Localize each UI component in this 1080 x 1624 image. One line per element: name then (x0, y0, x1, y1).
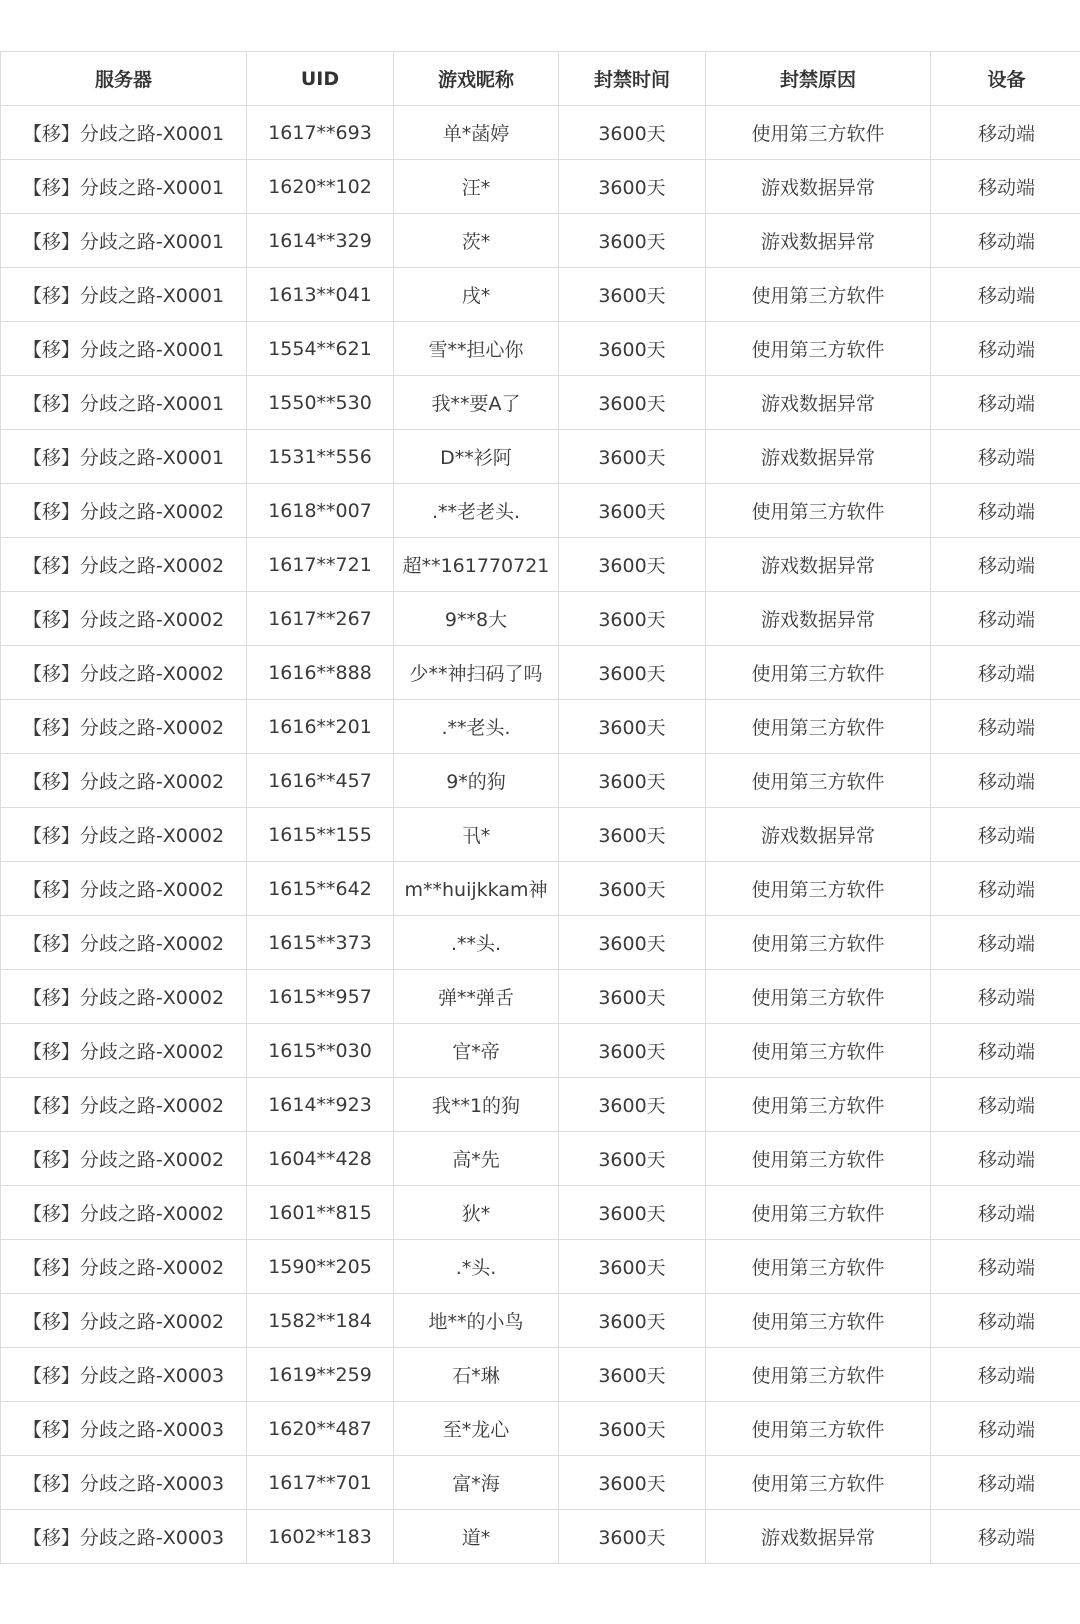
cell-server: 【移】分歧之路-X0002 (1, 1132, 247, 1186)
header-ban-reason: 封禁原因 (706, 52, 931, 106)
cell-uid: 1616**201 (247, 700, 394, 754)
table-row (1, 970, 1080, 1024)
cell-server: 【移】分歧之路-X0001 (1, 106, 247, 160)
cell-nickname: 9*的狗 (394, 754, 559, 808)
cell-ban-reason: 使用第三方软件 (706, 754, 931, 808)
cell-nickname: 富*海 (394, 1456, 559, 1510)
cell-ban-duration: 3600天 (559, 862, 706, 916)
cell-server: 【移】分歧之路-X0001 (1, 214, 247, 268)
table-row (1, 808, 1080, 862)
cell-ban-duration: 3600天 (559, 1348, 706, 1402)
table-row (1, 1186, 1080, 1240)
cell-ban-duration: 3600天 (559, 646, 706, 700)
cell-ban-reason: 使用第三方软件 (706, 1186, 931, 1240)
cell-device: 移动端 (931, 808, 1080, 862)
cell-ban-reason: 使用第三方软件 (706, 1240, 931, 1294)
cell-device: 移动端 (931, 970, 1080, 1024)
cell-device: 移动端 (931, 430, 1080, 484)
table-row (1, 268, 1080, 322)
cell-nickname: 超**161770721 (394, 538, 559, 592)
cell-server: 【移】分歧之路-X0002 (1, 1186, 247, 1240)
table-row (1, 592, 1080, 646)
header-uid: UID (247, 52, 394, 106)
cell-nickname: 戌* (394, 268, 559, 322)
cell-ban-reason: 使用第三方软件 (706, 916, 931, 970)
cell-device: 移动端 (931, 1132, 1080, 1186)
cell-ban-duration: 3600天 (559, 322, 706, 376)
cell-ban-reason: 使用第三方软件 (706, 1024, 931, 1078)
cell-uid: 1615**030 (247, 1024, 394, 1078)
cell-ban-duration: 3600天 (559, 1456, 706, 1510)
cell-device: 移动端 (931, 538, 1080, 592)
cell-device: 移动端 (931, 1240, 1080, 1294)
cell-server: 【移】分歧之路-X0002 (1, 592, 247, 646)
table-row (1, 1240, 1080, 1294)
cell-uid: 1616**457 (247, 754, 394, 808)
ban-list-table (0, 51, 1080, 1564)
table-row (1, 1294, 1080, 1348)
header-nickname: 游戏昵称 (394, 52, 559, 106)
table-row (1, 430, 1080, 484)
cell-server: 【移】分歧之路-X0001 (1, 430, 247, 484)
cell-uid: 1617**721 (247, 538, 394, 592)
cell-ban-duration: 3600天 (559, 1078, 706, 1132)
table-body (1, 106, 1080, 1564)
cell-nickname: .**头. (394, 916, 559, 970)
cell-nickname: D**衫阿 (394, 430, 559, 484)
cell-server: 【移】分歧之路-X0002 (1, 754, 247, 808)
cell-ban-reason: 游戏数据异常 (706, 376, 931, 430)
cell-nickname: m**huijkkam神 (394, 862, 559, 916)
cell-device: 移动端 (931, 1348, 1080, 1402)
table-row (1, 376, 1080, 430)
cell-nickname: 茨* (394, 214, 559, 268)
cell-server: 【移】分歧之路-X0002 (1, 1240, 247, 1294)
cell-ban-reason: 使用第三方软件 (706, 646, 931, 700)
cell-uid: 1616**888 (247, 646, 394, 700)
cell-nickname: .*头. (394, 1240, 559, 1294)
cell-device: 移动端 (931, 592, 1080, 646)
cell-server: 【移】分歧之路-X0002 (1, 916, 247, 970)
cell-nickname: 9**8大 (394, 592, 559, 646)
cell-server: 【移】分歧之路-X0002 (1, 646, 247, 700)
cell-uid: 1617**267 (247, 592, 394, 646)
cell-uid: 1604**428 (247, 1132, 394, 1186)
cell-uid: 1619**259 (247, 1348, 394, 1402)
table-row (1, 700, 1080, 754)
cell-ban-duration: 3600天 (559, 214, 706, 268)
cell-uid: 1615**155 (247, 808, 394, 862)
table-row (1, 214, 1080, 268)
cell-device: 移动端 (931, 484, 1080, 538)
cell-device: 移动端 (931, 1456, 1080, 1510)
cell-ban-duration: 3600天 (559, 430, 706, 484)
cell-uid: 1590**205 (247, 1240, 394, 1294)
cell-uid: 1615**642 (247, 862, 394, 916)
cell-ban-duration: 3600天 (559, 970, 706, 1024)
cell-ban-reason: 使用第三方软件 (706, 1078, 931, 1132)
cell-ban-duration: 3600天 (559, 592, 706, 646)
cell-server: 【移】分歧之路-X0003 (1, 1402, 247, 1456)
cell-server: 【移】分歧之路-X0002 (1, 808, 247, 862)
cell-device: 移动端 (931, 322, 1080, 376)
cell-device: 移动端 (931, 106, 1080, 160)
cell-uid: 1614**329 (247, 214, 394, 268)
cell-ban-duration: 3600天 (559, 538, 706, 592)
cell-nickname: 高*先 (394, 1132, 559, 1186)
header-device: 设备 (931, 52, 1080, 106)
cell-ban-reason: 使用第三方软件 (706, 1402, 931, 1456)
cell-nickname: 道* (394, 1510, 559, 1564)
cell-uid: 1618**007 (247, 484, 394, 538)
cell-ban-reason: 游戏数据异常 (706, 1510, 931, 1564)
cell-nickname: 弹**弹舌 (394, 970, 559, 1024)
cell-device: 移动端 (931, 268, 1080, 322)
cell-nickname: .**老老头. (394, 484, 559, 538)
cell-ban-reason: 游戏数据异常 (706, 430, 931, 484)
table-row (1, 1348, 1080, 1402)
cell-ban-reason: 使用第三方软件 (706, 1348, 931, 1402)
cell-ban-duration: 3600天 (559, 484, 706, 538)
cell-device: 移动端 (931, 1078, 1080, 1132)
cell-nickname: 狄* (394, 1186, 559, 1240)
cell-server: 【移】分歧之路-X0002 (1, 862, 247, 916)
table-row (1, 538, 1080, 592)
cell-ban-duration: 3600天 (559, 1402, 706, 1456)
cell-ban-duration: 3600天 (559, 808, 706, 862)
cell-ban-reason: 游戏数据异常 (706, 808, 931, 862)
cell-ban-reason: 使用第三方软件 (706, 1456, 931, 1510)
cell-ban-reason: 使用第三方软件 (706, 970, 931, 1024)
table-row (1, 1024, 1080, 1078)
cell-nickname: 少**神扫码了吗 (394, 646, 559, 700)
cell-nickname: .**老头. (394, 700, 559, 754)
cell-server: 【移】分歧之路-X0002 (1, 1294, 247, 1348)
cell-device: 移动端 (931, 700, 1080, 754)
cell-nickname: 石*琳 (394, 1348, 559, 1402)
cell-uid: 1602**183 (247, 1510, 394, 1564)
cell-device: 移动端 (931, 862, 1080, 916)
cell-uid: 1620**102 (247, 160, 394, 214)
cell-device: 移动端 (931, 1294, 1080, 1348)
cell-ban-duration: 3600天 (559, 376, 706, 430)
cell-uid: 1617**701 (247, 1456, 394, 1510)
table-row (1, 916, 1080, 970)
cell-device: 移动端 (931, 1186, 1080, 1240)
cell-uid: 1615**957 (247, 970, 394, 1024)
cell-uid: 1582**184 (247, 1294, 394, 1348)
cell-ban-reason: 游戏数据异常 (706, 160, 931, 214)
cell-uid: 1554**621 (247, 322, 394, 376)
table-row (1, 1132, 1080, 1186)
table-row (1, 1078, 1080, 1132)
cell-device: 移动端 (931, 754, 1080, 808)
cell-ban-duration: 3600天 (559, 1132, 706, 1186)
cell-nickname: 我**要A了 (394, 376, 559, 430)
cell-ban-reason: 使用第三方软件 (706, 862, 931, 916)
cell-ban-duration: 3600天 (559, 1186, 706, 1240)
table-row (1, 862, 1080, 916)
table-header-row (1, 52, 1080, 106)
cell-ban-reason: 使用第三方软件 (706, 322, 931, 376)
cell-ban-reason: 使用第三方软件 (706, 106, 931, 160)
cell-ban-duration: 3600天 (559, 1240, 706, 1294)
cell-server: 【移】分歧之路-X0002 (1, 970, 247, 1024)
cell-server: 【移】分歧之路-X0001 (1, 160, 247, 214)
cell-uid: 1531**556 (247, 430, 394, 484)
cell-server: 【移】分歧之路-X0002 (1, 1024, 247, 1078)
cell-ban-reason: 使用第三方软件 (706, 700, 931, 754)
cell-uid: 1614**923 (247, 1078, 394, 1132)
cell-nickname: 官*帝 (394, 1024, 559, 1078)
cell-uid: 1620**487 (247, 1402, 394, 1456)
table-row (1, 160, 1080, 214)
table-row (1, 1510, 1080, 1564)
ban-list-table-container (0, 51, 1080, 1564)
cell-uid: 1617**693 (247, 106, 394, 160)
cell-ban-duration: 3600天 (559, 1024, 706, 1078)
cell-ban-duration: 3600天 (559, 160, 706, 214)
cell-device: 移动端 (931, 376, 1080, 430)
cell-device: 移动端 (931, 1024, 1080, 1078)
table-row (1, 106, 1080, 160)
cell-nickname: 至*龙心 (394, 1402, 559, 1456)
cell-device: 移动端 (931, 160, 1080, 214)
cell-device: 移动端 (931, 1402, 1080, 1456)
cell-ban-duration: 3600天 (559, 1294, 706, 1348)
cell-server: 【移】分歧之路-X0003 (1, 1510, 247, 1564)
cell-ban-duration: 3600天 (559, 268, 706, 322)
header-ban-duration: 封禁时间 (559, 52, 706, 106)
cell-server: 【移】分歧之路-X0001 (1, 322, 247, 376)
table-row (1, 322, 1080, 376)
cell-ban-reason: 使用第三方软件 (706, 1294, 931, 1348)
cell-device: 移动端 (931, 916, 1080, 970)
cell-ban-reason: 游戏数据异常 (706, 592, 931, 646)
cell-uid: 1601**815 (247, 1186, 394, 1240)
cell-server: 【移】分歧之路-X0001 (1, 376, 247, 430)
cell-device: 移动端 (931, 646, 1080, 700)
cell-server: 【移】分歧之路-X0003 (1, 1456, 247, 1510)
cell-server: 【移】分歧之路-X0001 (1, 268, 247, 322)
cell-nickname: 卂* (394, 808, 559, 862)
cell-ban-duration: 3600天 (559, 700, 706, 754)
table-row (1, 1402, 1080, 1456)
cell-server: 【移】分歧之路-X0002 (1, 538, 247, 592)
cell-device: 移动端 (931, 214, 1080, 268)
cell-nickname: 地**的小鸟 (394, 1294, 559, 1348)
cell-ban-reason: 游戏数据异常 (706, 538, 931, 592)
cell-ban-reason: 使用第三方软件 (706, 484, 931, 538)
cell-ban-reason: 游戏数据异常 (706, 214, 931, 268)
cell-server: 【移】分歧之路-X0003 (1, 1348, 247, 1402)
cell-ban-duration: 3600天 (559, 754, 706, 808)
cell-uid: 1550**530 (247, 376, 394, 430)
table-row (1, 754, 1080, 808)
cell-server: 【移】分歧之路-X0002 (1, 1078, 247, 1132)
cell-nickname: 我**1的狗 (394, 1078, 559, 1132)
table-row (1, 1456, 1080, 1510)
cell-ban-duration: 3600天 (559, 916, 706, 970)
table-row (1, 646, 1080, 700)
cell-nickname: 汪* (394, 160, 559, 214)
table-row (1, 484, 1080, 538)
cell-device: 移动端 (931, 1510, 1080, 1564)
cell-server: 【移】分歧之路-X0002 (1, 700, 247, 754)
cell-ban-duration: 3600天 (559, 1510, 706, 1564)
cell-uid: 1613**041 (247, 268, 394, 322)
header-server: 服务器 (1, 52, 247, 106)
cell-ban-reason: 使用第三方软件 (706, 1132, 931, 1186)
cell-ban-duration: 3600天 (559, 106, 706, 160)
cell-nickname: 单*菡婷 (394, 106, 559, 160)
cell-server: 【移】分歧之路-X0002 (1, 484, 247, 538)
cell-nickname: 雪**担心你 (394, 322, 559, 376)
cell-ban-reason: 使用第三方软件 (706, 268, 931, 322)
cell-uid: 1615**373 (247, 916, 394, 970)
